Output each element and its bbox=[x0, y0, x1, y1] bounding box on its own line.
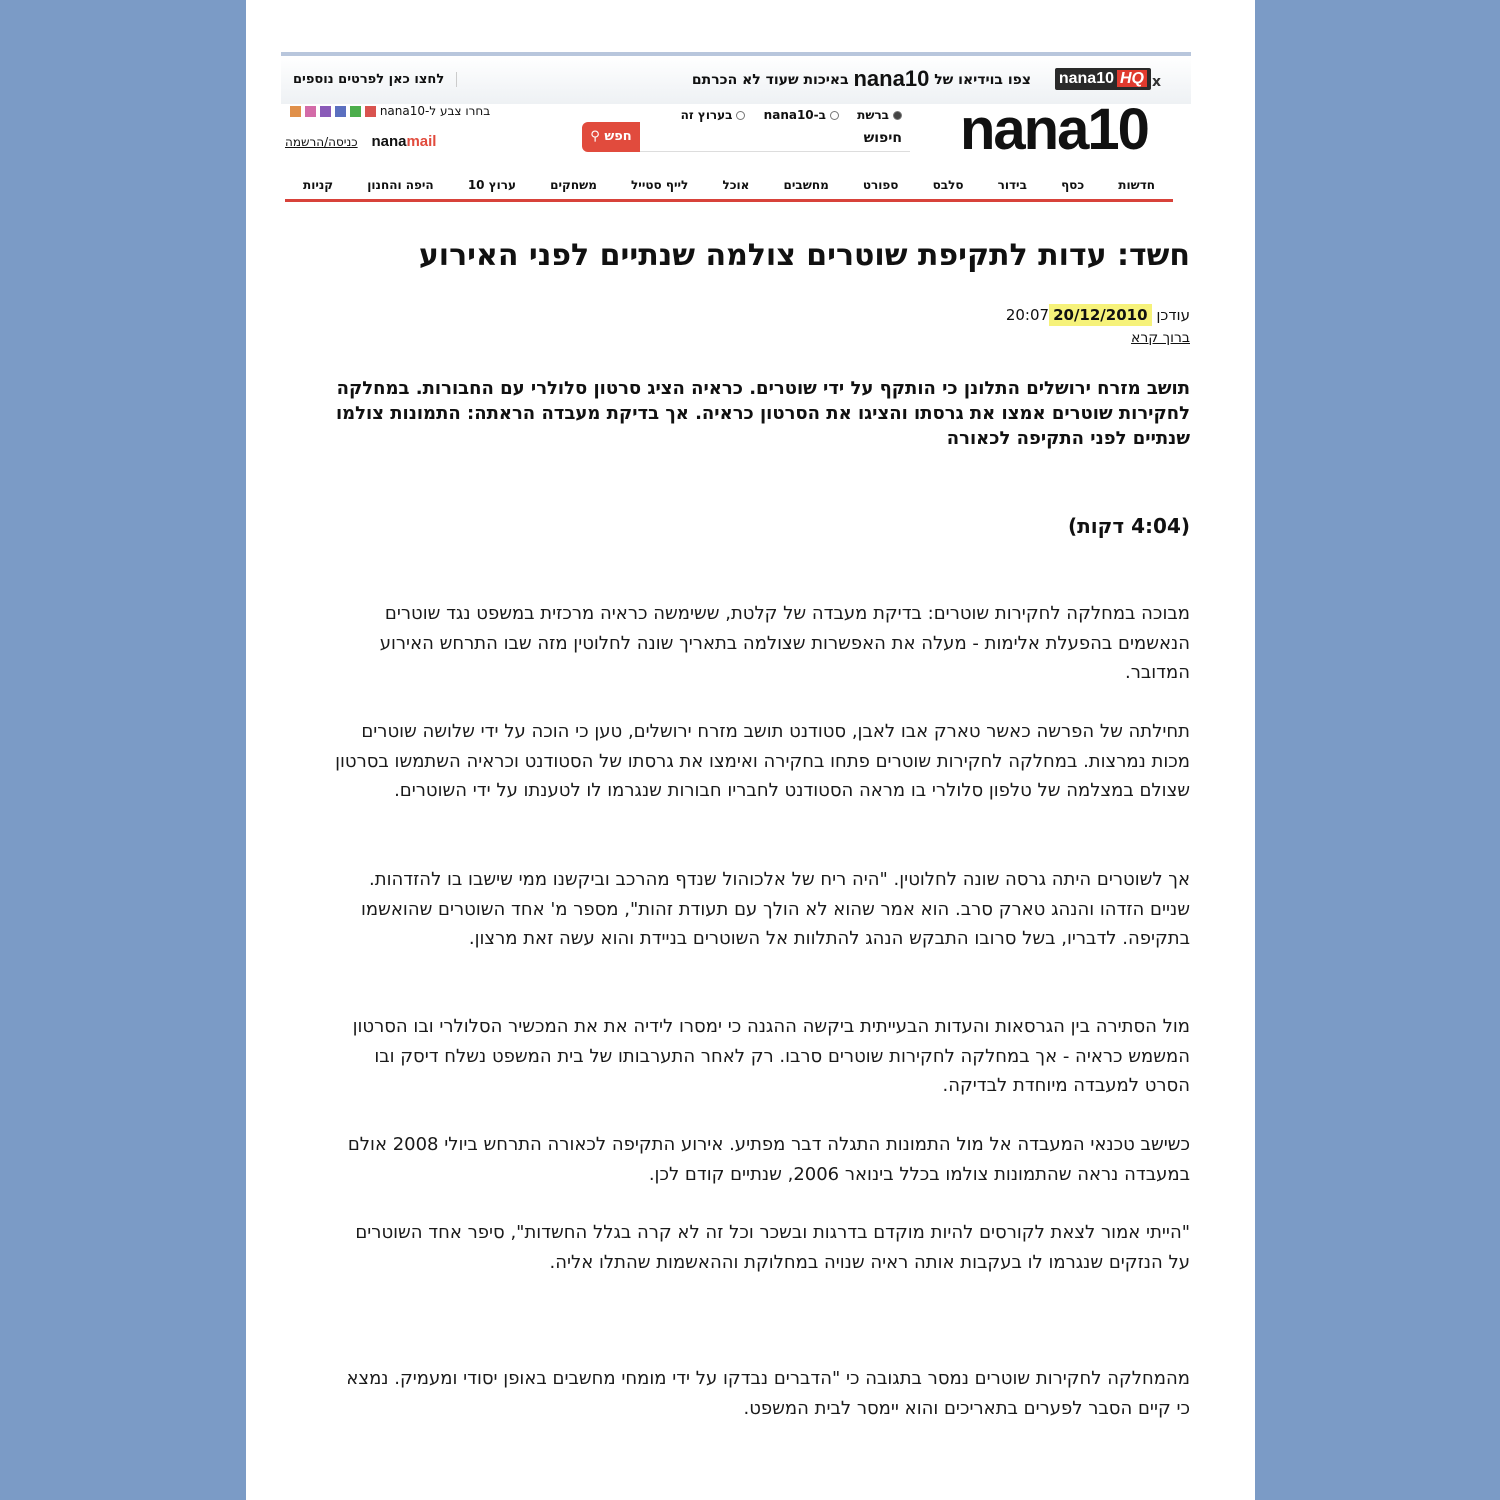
nav-item[interactable]: אוכל bbox=[722, 178, 750, 192]
login-link[interactable]: כניסה/הרשמה bbox=[285, 135, 358, 149]
search-icon: ⚲ bbox=[590, 129, 600, 144]
body-paragraph-3: אך לשוטרים היתה גרסה שונה לחלוטין. "היה ריח של אלכוהול שנדף מהרכב וביקשנו ממי שישבו בו להזדהות. שניים הזדהו והנהג טארק סרב. הוא אמר שהוא לא הולך עם תעודת זהות", מספר מ' אחד השוטרים שהואשמו בתקיפה. לדבריו, בשל סרובו התבקש הנהג להתלוות אל השוטרים בניידת והוא עשה זאת מרצון. bbox=[361, 869, 1190, 949]
color-swatch[interactable] bbox=[290, 106, 301, 117]
nav-item[interactable]: ספורט bbox=[862, 178, 899, 192]
nav-item[interactable]: היפה והחנון bbox=[367, 178, 434, 192]
body-paragraph-4: מול הסתירה בין הגרסאות והעדות הבעייתית ביקשה ההגנה כי ימסרו לידיה את את המכשיר הסלולרי ובו הסרטון המשמש כראיה - אך במחלקה לחקירות שוטרים סרבו. רק לאחר התערבותו של בית המשפט נשלח דיסק ובו הסרט למעבדה מיוחדת לבדיקה. bbox=[352, 1016, 1190, 1096]
mail-logo-part2: mail bbox=[406, 133, 437, 150]
radio-icon bbox=[830, 111, 839, 120]
updated-time: 20:07 bbox=[1005, 306, 1050, 324]
main-nav bbox=[285, 172, 1173, 202]
scope-nana10-label: ב-nana10 bbox=[763, 108, 826, 122]
hq-logo-text: nana10 bbox=[1058, 70, 1114, 87]
scope-channel-radio[interactable] bbox=[681, 108, 746, 122]
nav-item[interactable]: לייף סטייל bbox=[631, 178, 689, 192]
search-scope bbox=[667, 108, 902, 122]
nav-item[interactable]: משחקים bbox=[550, 178, 597, 192]
more-details-link[interactable]: לחצו כאן לפרטים נוספים bbox=[293, 72, 457, 87]
search-input[interactable]: חיפוש bbox=[640, 124, 910, 152]
color-picker bbox=[286, 104, 490, 118]
mail-logo-part1: nana bbox=[371, 133, 407, 150]
nana10-hq-logo[interactable] bbox=[1055, 68, 1151, 90]
nav-item[interactable]: קניות bbox=[303, 178, 334, 192]
nav-item[interactable]: כסף bbox=[1061, 178, 1085, 192]
body-paragraph-5: כשישב טכנאי המעבדה אל מול התמונות התגלה דבר מפתיע. אירוע התקיפה לכאורה התרחש ביולי 2008 אולם במעבדה נראה שהתמונות צולמו בכלל בינואר 2006, שנתיים קודם לכן. bbox=[347, 1134, 1190, 1185]
nav-item[interactable]: מחשבים bbox=[783, 178, 829, 192]
site-logo[interactable]: nana10 bbox=[960, 97, 1148, 162]
color-swatch[interactable] bbox=[365, 106, 376, 117]
color-swatches bbox=[286, 104, 376, 118]
article-headline: חשד: עדות לתקיפת שוטרים צולמה שנתיים לפני האירוע bbox=[418, 238, 1190, 273]
scope-nana10-radio[interactable] bbox=[764, 108, 839, 122]
body-paragraph-6: "הייתי אמור לצאת לקורסים להיות מוקדם בדרגות ובשכר וכל זה לא קרה בגלל החשדות", סיפר אחד השוטרים על הנזקים שנגרמו לו בעקבות אותה ראיה שנויה במחלוקת וההאשמות שהתלו אליה. bbox=[355, 1222, 1190, 1273]
radio-icon bbox=[736, 111, 745, 120]
body-paragraph-1: מבוכה במחלקה לחקירות שוטרים: בדיקת מעבדה של קלטת, ששימשה כראיה מרכזית במשפט נגד שוטרים הנאשמים בהפעלת אלימות - מעלה את האפשרות שצולמה בתאריך שונה לחלוטין מזה שבו התרחש האירוע המדובר. bbox=[379, 603, 1190, 683]
hq-badge: HQ bbox=[1117, 70, 1147, 87]
scope-channel-label: בערוץ זה bbox=[680, 108, 733, 122]
nanamail-logo[interactable] bbox=[371, 133, 436, 150]
mail-login-row bbox=[285, 133, 436, 150]
color-swatch[interactable] bbox=[335, 106, 346, 117]
close-icon[interactable]: x bbox=[1151, 74, 1161, 90]
updated-date: 20/12/2010 bbox=[1049, 304, 1151, 326]
promo-suffix: באיכות שעוד לא הכרתם bbox=[691, 72, 849, 88]
color-swatch[interactable] bbox=[305, 106, 316, 117]
body-paragraph-2: תחילתה של הפרשה כאשר טארק אבו לאבן, סטודנט תושב מזרח ירושלים, טען כי הוכה על ידי שלושה שוטרים מכות נמרצות. במחלקה לחקירות שוטרים פתחו בחקירה ואימצו את גרסתו של הסטודנט וכראיה השתמשו בסרטון שצולם במצלמה של טלפון סלולרי בו מראה הסטודנט לחבריו חבורות שנגרמו לו לטענתו על ידי השוטרים. bbox=[335, 721, 1190, 801]
nav-item[interactable]: חדשות bbox=[1118, 178, 1155, 192]
nav-item[interactable]: סלבס bbox=[932, 178, 964, 192]
author-link[interactable]: ברוך קרא bbox=[1131, 330, 1190, 346]
body-paragraph-7: מהמחלקה לחקירות שוטרים נמסר בתגובה כי "הדברים נבדקו על ידי מומחי מחשבים באופן יסודי ומעמיק. נמצא כי קיים הסבר לפערים בתאריכים והוא יימסר לבית המשפט. bbox=[346, 1368, 1190, 1419]
scope-web-radio[interactable] bbox=[857, 108, 902, 122]
promo-prefix: צפו בוידיאו של bbox=[934, 72, 1031, 88]
updated-label: עודכן bbox=[1156, 306, 1190, 324]
color-swatch[interactable] bbox=[350, 106, 361, 117]
color-swatch[interactable] bbox=[320, 106, 331, 117]
search-button-label: חפש bbox=[604, 129, 632, 144]
video-promo[interactable] bbox=[692, 66, 1031, 92]
nav-item[interactable]: בידור bbox=[997, 178, 1027, 192]
video-duration: (4:04 דקות) bbox=[1067, 514, 1190, 538]
nav-item[interactable]: ערוץ 10 bbox=[467, 178, 516, 192]
promo-brand-logo: nana10 bbox=[853, 66, 930, 91]
scope-web-label: ברשת bbox=[857, 108, 889, 122]
search-button[interactable] bbox=[582, 122, 640, 152]
color-picker-label: בחרו צבע ל-nana10 bbox=[379, 104, 491, 118]
article-updated bbox=[1006, 306, 1190, 324]
article-subhead: תושב מזרח ירושלים התלונן כי הותקף על ידי שוטרים. כראיה הציג סרטון סלולרי עם החבורות. במחלקה לחקירות שוטרים אמצו את גרסתו והציגו את הסרטון כראיה. אך בדיקת מעבדה הראתה: התמונות צולמו שנתיים לפני התקיפה לכאורה bbox=[335, 378, 1190, 449]
radio-selected-icon bbox=[893, 111, 902, 120]
